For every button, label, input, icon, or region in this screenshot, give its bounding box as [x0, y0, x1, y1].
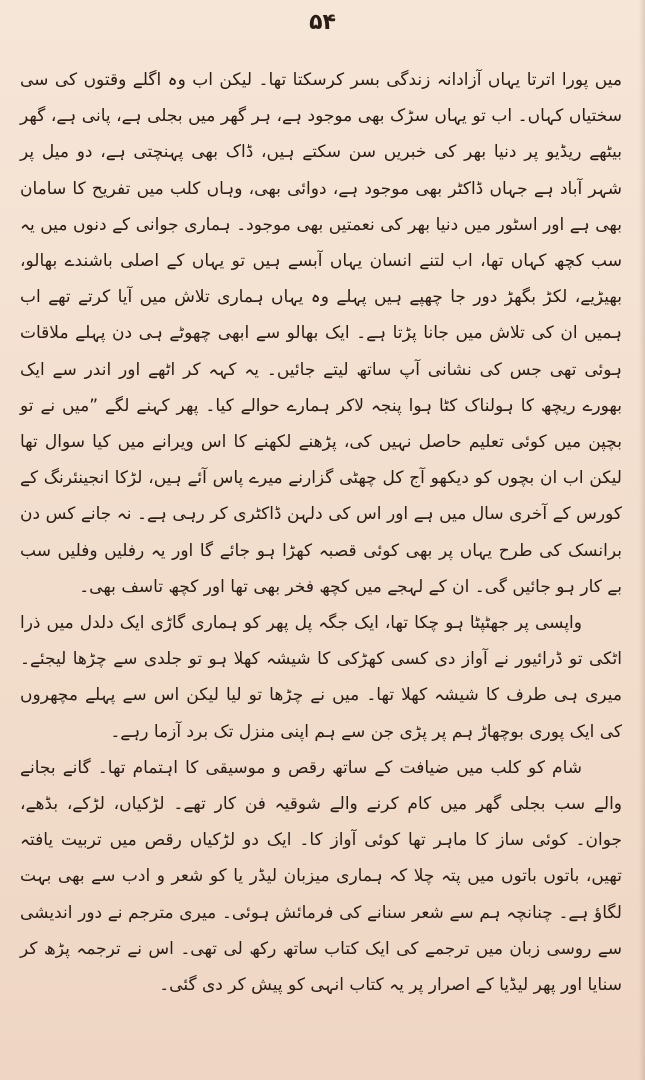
- paragraph-3: شام کو کلب میں ضیافت کے ساتھ رقص و موسیقی کا اہتمام تھا۔ گانے بجانے والے سب بجلی گھر میں کام کرنے والے شوقیہ فن کار تھے۔ لڑکیاں، لڑکے، بڈھے، جوان۔ کوئی ساز کا ماہر تھا کوئی آواز کا۔ ایک دو لڑکیاں رقص میں تربیت یافتہ تھیں، باتوں باتوں میں پتہ چلا کہ ہماری میزبان لیڈر یا کو شعر و ادب سے بھی بہت لگاؤ ہے۔ چنانچہ ہم سے شعر سنانے کی فرمائش ہوئی۔ میری مترجم نے دور اندیشی سے روسی زبان میں ترجمے کی ایک کتاب ساتھ رکھ لی تھی۔ اس نے ترجمہ پڑھ کر سنایا اور پھر لیڈیا کے اصرار پر یہ کتاب انہی کو پیش کر دی گئی۔: [20, 757, 622, 996]
- paragraph-2: واپسی پر جھٹپٹا ہو چکا تھا، ایک جگہ پل پھر کو ہماری گاڑی ایک دلدل میں ذرا اٹکی تو ڈرائیور نے آواز دی کسی کھڑکی کا شیشہ کھلا ہو تو جلدی سے چڑھا لیجئے۔ میری ہی طرف کا شیشہ کھلا تھا۔ میں نے چڑھا تو لیا لیکن اس سے پہلے مچھروں کی ایک پوری بوچھاڑ ہم پر پڑی جن سے ہم اپنی منزل تک برد آزما رہے۔: [20, 613, 622, 742]
- body-text: [20, 62, 622, 1003]
- page-number: ۵۴: [309, 10, 336, 35]
- page-edge-shadow: [639, 0, 645, 1080]
- paragraph-1: میں پورا اترتا یہاں آزادانہ زندگی بسر کرسکتا تھا۔ لیکن اب وہ اگلے وقتوں کی سی سختیاں کہاں۔ اب تو یہاں سڑک بھی موجود ہے، ہر گھر میں بجلی ہے، پانی ہے، گھر بیٹھے ریڈیو پر دنیا بھر کی خبریں سن سکتے ہیں، ڈاک بھی پہنچتی ہے، دو میل پر شہر آباد ہے جہاں ڈاکٹر بھی موجود ہے، دوائی بھی، وہاں کلب میں تفریح کا سامان بھی ہے اور اسٹور میں دنیا بھر کی نعمتیں بھی موجود۔ ہماری جوانی کے دنوں میں یہ سب کچھ کہاں تھا، اب لتنے انسان یہاں آبسے ہیں تو یہاں کے اصلی باشندے بھالو، بھیڑیے، لکڑ بگھڑ دور جا چھپے ہیں پہلے وہ یہاں ہماری تلاش میں آیا کرتے تھے اب ہمیں ان کی تلاش میں جانا پڑتا ہے۔ ایک بھالو سے ابھی چھوٹے ہی دن پہلے ملاقات ہوئی تھی جس کی نشانی آپ ساتھ لیتے جائیں۔ یہ کہہ کر اٹھے اور اندر سے ایک بھورے ریچھ کا ہولناک کٹا ہوا پنجہ لاکر ہمارے حوالے کیا۔ پھر کہنے لگے ”میں نے تو بچپن میں کوئی تعلیم حاصل نہیں کی، پڑھنے لکھنے کا اس ویرانے میں کیا سوال تھا لیکن اب ان بچوں کو دیکھو آج کل چھٹی گزارنے میرے پاس آئے ہیں، لڑکا انجینئرنگ کے کورس کے آخری سال میں ہے اور اس کی دلہن ڈاکٹری کر رہی ہے۔ نہ جانے کس دن برانسک کی طرح یہاں پر بھی کوئی قصبہ کھڑا ہو جائے گا اور یہ رفلیں وفلیں سب بے کار ہو جائیں گی۔ ان کے لہجے میں کچھ فخر بھی تھا اور کچھ تاسف بھی۔: [20, 70, 622, 597]
